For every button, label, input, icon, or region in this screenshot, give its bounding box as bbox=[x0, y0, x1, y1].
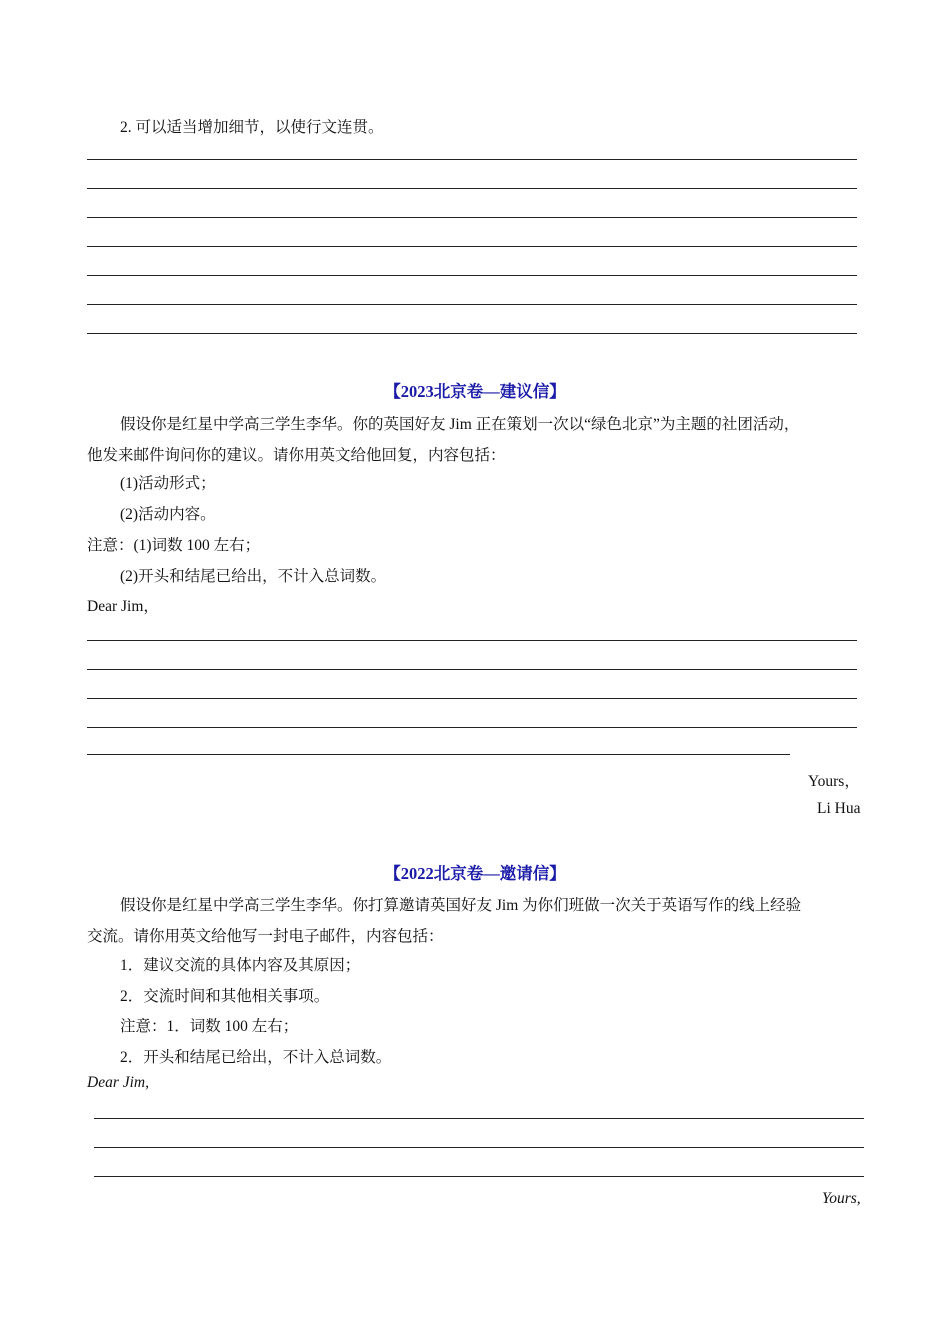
answer-line[interactable] bbox=[94, 1118, 864, 1119]
note-2: (2)开头和结尾已给出，不计入总词数。 bbox=[120, 568, 387, 585]
content-item-2: 2．交流时间和其他相关事项。 bbox=[120, 988, 330, 1005]
note-2: 2．开头和结尾已给出，不计入总词数。 bbox=[120, 1049, 392, 1066]
answer-line[interactable] bbox=[87, 640, 857, 641]
section-title-2022: 【2022北京卷—邀请信】 bbox=[384, 864, 566, 883]
prompt-line-1: 假设你是红星中学高三学生李华。你的英国好友 Jim 正在策划一次以“绿色北京”为主题的社团活动， bbox=[120, 416, 800, 433]
answer-line[interactable] bbox=[87, 304, 857, 305]
prompt-line-2: 他发来邮件询问你的建议。请你用英文给他回复，内容包括： bbox=[87, 447, 506, 464]
prompt-line-1: 假设你是红星中学高三学生李华。你打算邀请英国好友 Jim 为你们班做一次关于英语写作的线上经验 bbox=[120, 897, 802, 914]
letter-signature: Li Hua bbox=[817, 800, 861, 817]
answer-line[interactable] bbox=[87, 698, 857, 699]
note-1: 注意：1．词数 100 左右； bbox=[120, 1018, 299, 1035]
letter-closing: Yours, bbox=[822, 1190, 861, 1207]
answer-line[interactable] bbox=[87, 275, 857, 276]
note-1: 注意：(1)词数 100 左右； bbox=[87, 537, 261, 554]
letter-closing: Yours， bbox=[808, 773, 860, 790]
answer-line[interactable] bbox=[87, 217, 857, 218]
content-item-1: (1)活动形式； bbox=[120, 475, 216, 492]
answer-line[interactable] bbox=[94, 1176, 864, 1177]
answer-line[interactable] bbox=[87, 188, 857, 189]
answer-line[interactable] bbox=[87, 333, 857, 334]
answer-line[interactable] bbox=[87, 669, 857, 670]
content-item-2: (2)活动内容。 bbox=[120, 506, 216, 523]
content-item-1: 1．建议交流的具体内容及其原因； bbox=[120, 957, 361, 974]
section-title-2023: 【2023北京卷—建议信】 bbox=[384, 382, 566, 401]
answer-line[interactable] bbox=[87, 159, 857, 160]
answer-line[interactable] bbox=[87, 754, 790, 755]
letter-greeting: Dear Jim， bbox=[87, 598, 159, 615]
answer-line[interactable] bbox=[87, 727, 857, 728]
answer-line[interactable] bbox=[87, 246, 857, 247]
answer-line[interactable] bbox=[94, 1147, 864, 1148]
intro-note: 2. 可以适当增加细节，以使行文连贯。 bbox=[120, 119, 384, 136]
prompt-line-2: 交流。请你用英文给他写一封电子邮件，内容包括： bbox=[87, 928, 444, 945]
letter-greeting: Dear Jim, bbox=[87, 1074, 149, 1091]
